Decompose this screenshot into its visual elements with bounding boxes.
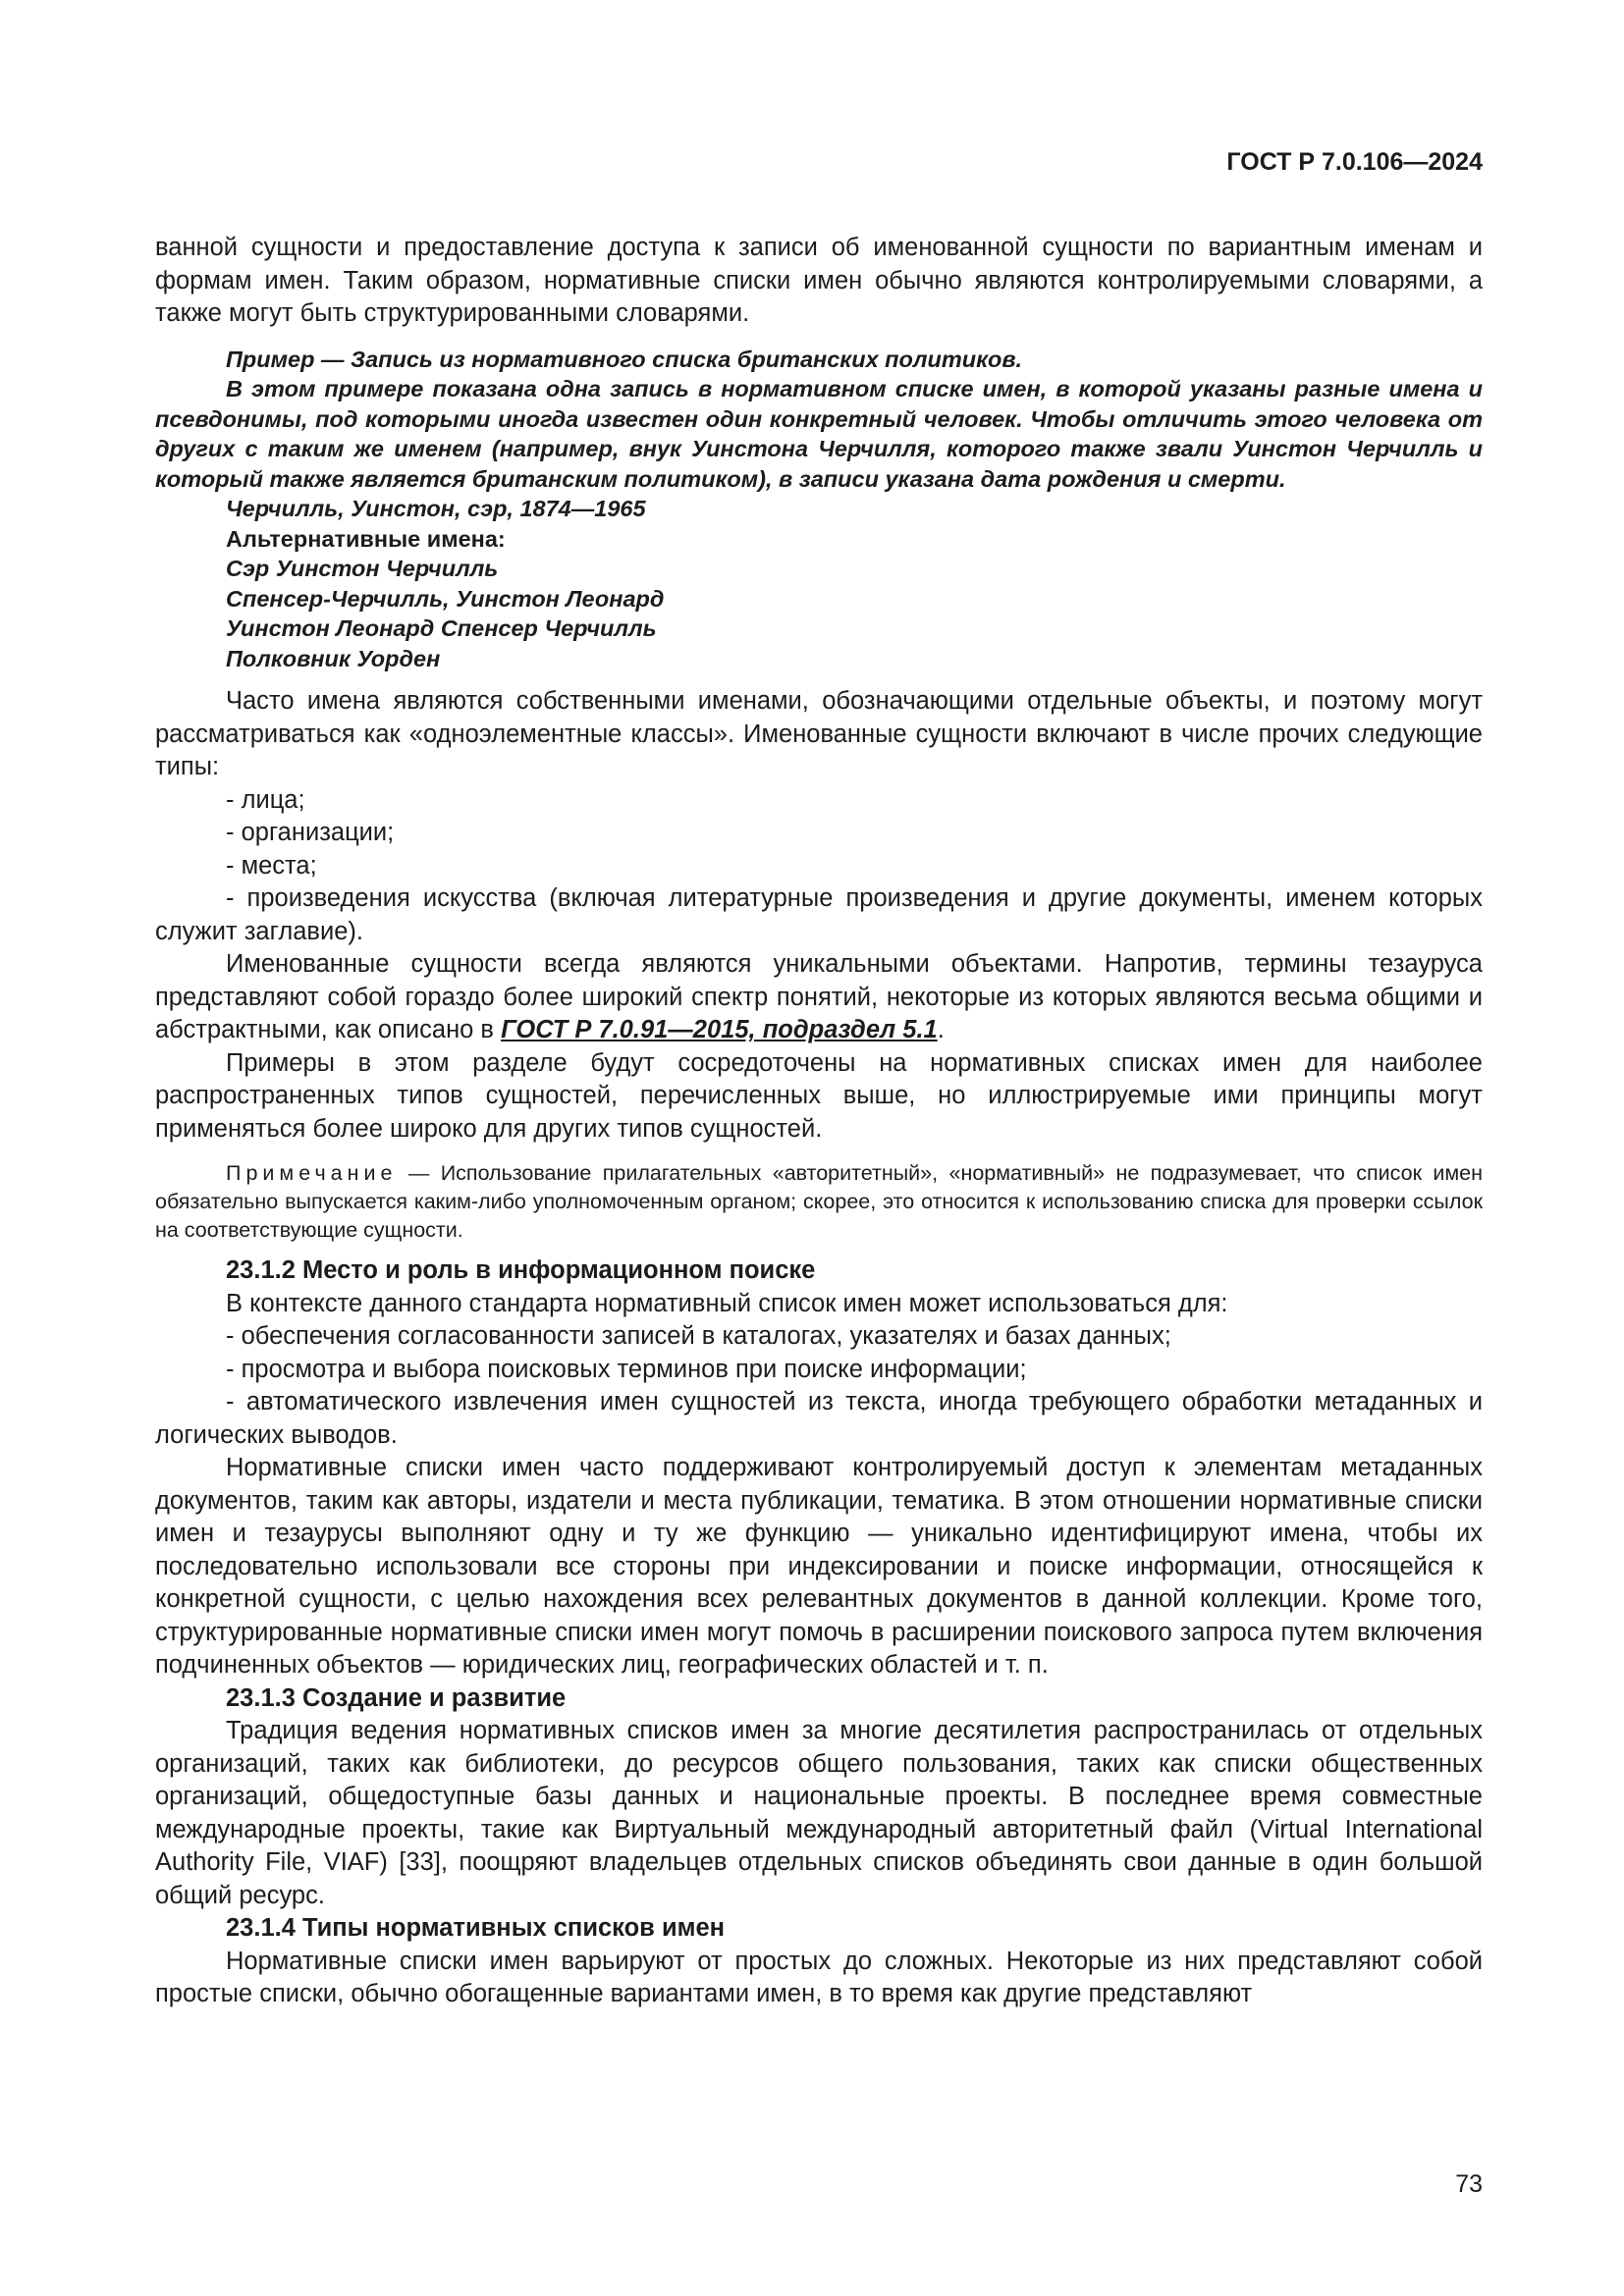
page-number: 73 [1455, 2170, 1483, 2198]
example-block [155, 345, 1483, 674]
section-heading-23-1-3: 23.1.3 Создание и развитие [226, 1683, 567, 1712]
list-item: - места; [226, 851, 317, 880]
paragraph-intro: ванной сущности и предоставление доступа к записи об именованной сущности по вариантным именам и формам имен. Таким образом, нормативные списки имен обычно являются контролируемыми словарями, а также могут быть структурированными словарями. [155, 234, 1483, 327]
example-record-line: Полковник Уорден [226, 645, 441, 671]
section-heading-23-1-2: 23.1.2 Место и роль в информационном поиске [226, 1256, 816, 1284]
note-label: Примечание [226, 1161, 398, 1185]
section-2-paragraph: Нормативные списки имен часто поддерживают контролируемый доступ к элементам метаданных документов, таким как авторы, издатели и места публикации, тематика. В этом отношении нормативные списки имен и тезаурусы выполняют одну и ту же функцию — уникально идентифицируют имена, чтобы их последовательно использовали все стороны при индексировании и поиске информации, относящейся к конкретной сущности, с целью нахождения всех релевантных документов в данной коллекции. Кроме того, структурированные нормативные списки имен могут помочь в расширении поискового запроса путем включения подчиненных объектов — юридических лиц, географических областей и т. п. [155, 1454, 1483, 1679]
list-item: - лица; [226, 785, 305, 814]
section-2-lead: В контексте данного стандарта нормативный список имен может использоваться для: [226, 1289, 1228, 1317]
paragraph-unique-text: Именованные сущности всегда являются уникальными объектами. Напротив, термины тезауруса представляют собой гораздо более широкий спектр понятий, некоторые из которых являются весьма общими и абстрактными, как описано в [155, 950, 1483, 1043]
note-body: — Использование прилагательных «авторитетный», «нормативный» не подразумевает, что список имен обязательно выпускается каким-либо уполномоченным органом; скорее, это относится к использованию списка для проверки ссылок на соответствующие сущности. [155, 1161, 1483, 1242]
list-item: - произведения искусства (включая литературные произведения и другие документы, именем которых служит заглавие). [155, 884, 1483, 945]
section-3-paragraph: Традиция ведения нормативных списков имен за многие десятилетия распространилась от отдельных организаций, таких как библиотеки, до ресурсов общего пользования, таких как списки общественных организаций, общедоступные базы данных и национальные проекты. В последнее время совместные международные проекты, такие как Виртуальный международный авторитетный файл (Virtual International Authority File, VIAF) [33], поощряют владельцев отдельных списков объединять свои данные в один большой общий ресурс. [155, 1717, 1483, 1909]
example-record-line: Черчилль, Уинстон, сэр, 1874—1965 [226, 496, 646, 521]
document-page [155, 147, 1483, 2258]
section-heading-23-1-4: 23.1.4 Типы нормативных списков имен [226, 1914, 726, 1942]
example-record [155, 494, 1483, 673]
paragraph-unique [155, 948, 1483, 1047]
example-record-line: Альтернативные имена: [226, 525, 506, 552]
document-header: ГОСТ Р 7.0.106—2024 [1226, 148, 1483, 176]
example-record-line: Уинстон Леонард Спенсер Черчилль [226, 615, 657, 641]
gost-reference-link[interactable]: ГОСТ Р 7.0.91—2015, подраздел 5.1 [501, 1016, 938, 1043]
note-block [155, 1159, 1483, 1245]
list-item: - просмотра и выбора поисковых терминов при поиске информации; [226, 1355, 1027, 1383]
note-text [155, 1159, 1483, 1245]
list-item: - организации; [226, 819, 395, 846]
list-item: - автоматического извлечения имен сущностей из текста, иногда требующего обработки метаданных и логических выводов. [155, 1388, 1483, 1449]
example-text: В этом примере показана одна запись в нормативном списке имен, в которой указаны разные имена и псевдонимы, под которыми иногда известен один конкретный человек. Чтобы отличить этого человека от других с таким же именем (например, внук Уинстона Черчилля, которого также звали Уинстон Черчилль и который также является британским политиком), в записи указана дата рождения и смерти. [155, 376, 1483, 492]
example-title: Пример — Запись из нормативного списка британских политиков. [226, 346, 1023, 372]
paragraph-names: Часто имена являются собственными именами, обозначающими отдельные объекты, и поэтому могут рассматриваться как «одноэлементные классы». Именованные сущности включают в числе прочих следующие типы: [155, 687, 1483, 780]
section-4-paragraph: Нормативные списки имен варьируют от простых до сложных. Некоторые из них представляют собой простые списки, обычно обогащенные вариантами имен, в то время как другие представляют [155, 1947, 1483, 2007]
example-record-line: Спенсер-Черчилль, Уинстон Леонард [226, 585, 665, 612]
list-item: - обеспечения согласованности записей в каталогах, указателях и базах данных; [226, 1322, 1171, 1350]
paragraph-unique-end: . [937, 1016, 945, 1043]
paragraph-examples: Примеры в этом разделе будут сосредоточены на нормативных списках имен для наиболее распространенных типов сущностей, перечисленных выше, но иллюстрируемые ими принципы могут применяться более широко для других типов сущностей. [155, 1048, 1483, 1143]
example-record-line: Сэр Уинстон Черчилль [226, 556, 499, 581]
